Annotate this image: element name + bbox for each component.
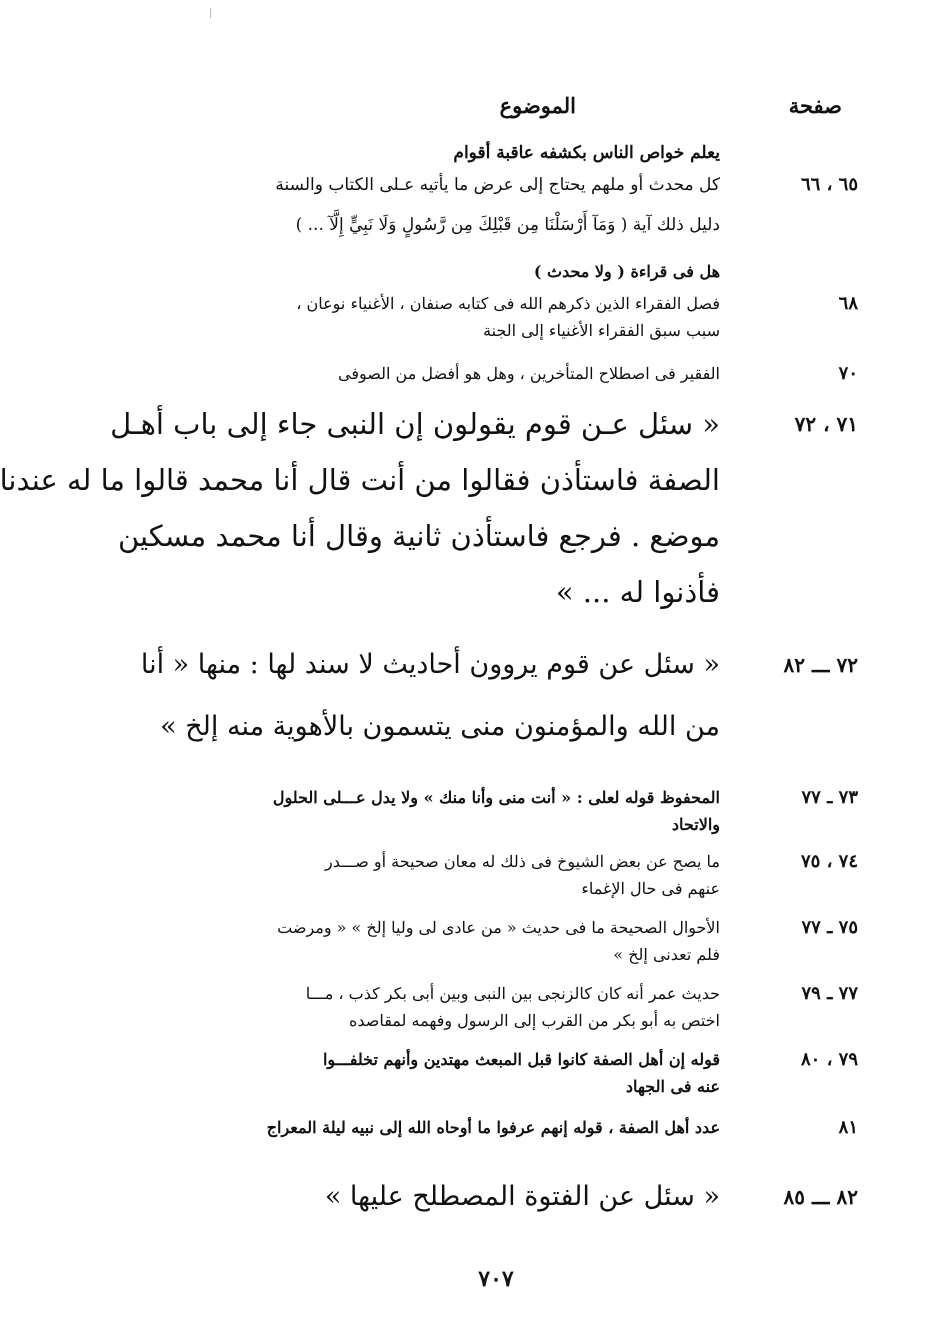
entry-pages: ٨٢ ـــ ٨٥ — [783, 1185, 858, 1209]
toc-entry — [142, 1172, 862, 1222]
toc-entry — [142, 640, 862, 752]
entry-text — [146, 1172, 720, 1222]
toc-entry — [142, 258, 862, 285]
toc-entry — [142, 290, 862, 344]
entry-line: عنه فى الجهاد — [625, 1077, 720, 1096]
entry-line: الصفة فاستأذن فقالوا من أنت قال أنا محمد قالوا ما له عندنا — [0, 463, 720, 497]
column-header-topic: الموضوع — [499, 93, 576, 118]
entry-line: عدد أهل الصفة ، قوله إنهم عرفوا ما أوحاه الله إلى نبيه ليلة المعراج — [266, 1118, 720, 1137]
entry-line: « سئل عـن قوم يقولون إن النبى جاء إلى باب أهـل — [110, 407, 720, 441]
entry-pages: ٧٢ ـــ ٨٢ — [783, 653, 858, 677]
toc-entry — [142, 360, 862, 387]
scan-mark — [210, 8, 211, 18]
entry-line: ما يصح عن بعض الشيوخ فى ذلك له معان صحيحة أو صـــدر — [325, 852, 720, 871]
entry-text — [146, 290, 720, 344]
entry-text — [146, 784, 720, 838]
entry-text — [146, 1114, 720, 1141]
toc-entry — [142, 138, 862, 168]
entry-text — [146, 138, 720, 168]
toc-entry — [142, 1046, 862, 1100]
entry-pages: ٧٥ ـ ٧٧ — [801, 917, 858, 938]
entry-text — [146, 848, 720, 902]
entry-text — [140, 640, 720, 752]
entry-line: المحفوظ قوله لعلى : « أنت منى وأنا منك » ولا يدل عـــلى الحلول — [272, 788, 720, 807]
entry-line: قوله إن أهل الصفة كانوا قبل المبعث مهتدين وأنهم تخلفـــوا — [322, 1050, 720, 1069]
entry-line: الفقير فى اصطلاح المتأخرين ، وهل هو أفضل من الصوفى — [337, 364, 720, 383]
entry-text — [146, 980, 720, 1034]
toc-entry — [0, 396, 862, 620]
entry-line: دليل ذلك آية ( وَمَآ أَرْسَلْنَا مِن قَبْلِكَ مِن رَّسُولٍ وَلَا نَبِيٍّ إِلَّآ ... ) — [295, 215, 720, 235]
entry-line: سبب سبق الفقراء الأغنياء إلى الجنة — [483, 321, 720, 340]
entry-text — [146, 1046, 720, 1100]
toc-entry — [142, 784, 862, 838]
entry-line: يعلم خواص الناس بكشفه عاقبة أقوام — [453, 143, 720, 163]
entry-line: موضع . فرجع فاستأذن ثانية وقال أنا محمد مسكين — [117, 519, 720, 553]
toc-entry — [142, 848, 862, 902]
entry-pages: ٧١ ، ٧٢ — [794, 412, 858, 436]
column-header-page: صفحة — [788, 93, 842, 118]
entry-pages: ٦٨ — [838, 293, 858, 314]
toc-entry — [142, 914, 862, 968]
toc-entry — [142, 980, 862, 1034]
entry-text — [146, 258, 720, 285]
entry-pages: ٧٧ ـ ٧٩ — [801, 983, 858, 1004]
page-number: ٧٠٧ — [478, 1266, 514, 1292]
entry-pages: ٧٤ ، ٧٥ — [800, 851, 858, 872]
entry-line: الأحوال الصحيحة ما فى حديث « من عادى لى وليا إلخ » « ومرضت — [277, 918, 720, 937]
entry-pages: ٧٠ — [838, 363, 858, 384]
entry-pages: ٦٥ ، ٦٦ — [800, 174, 858, 195]
entry-line: والاتحاد — [671, 815, 720, 834]
entry-line: فأذنوا له ... » — [555, 575, 720, 609]
entry-text — [146, 170, 720, 240]
toc-entry — [142, 170, 862, 240]
entry-line: « سئل عن قوم يروون أحاديث لا سند لها : منها « أنا — [140, 649, 720, 680]
entry-pages: ٨١ — [838, 1117, 858, 1138]
entry-text — [146, 914, 720, 968]
toc-entry — [142, 1114, 862, 1141]
entry-line: عنهم فى حال الإغماء — [581, 879, 720, 898]
entry-line: اختص به أبو بكر من القرب إلى الرسول وفهمه لمقاصده — [348, 1011, 720, 1030]
entry-line: فلم تعدنى إلخ » — [613, 945, 720, 964]
entry-text — [146, 360, 720, 387]
entry-line: كل محدث أو ملهم يحتاج إلى عرض ما يأتيه عـلى الكتاب والسنة — [275, 175, 720, 195]
entry-text — [0, 396, 720, 620]
entry-pages: ٧٣ ـ ٧٧ — [801, 787, 858, 808]
entry-line: « سئل عن الفتوة المصطلح عليها » — [324, 1181, 720, 1212]
entry-pages: ٧٩ ، ٨٠ — [800, 1049, 858, 1070]
entry-line: فصل الفقراء الذين ذكرهم الله فى كتابه صنفان ، الأغنياء نوعان ، — [296, 294, 720, 313]
entry-line: هل فى قراءة ( ولا محدث ) — [533, 262, 720, 281]
entry-line: حديث عمر أنه كان كالزنجى بين النبى وبين أبى بكر كذب ، مـــا — [305, 984, 720, 1003]
entry-line: من الله والمؤمنون منى يتسمون بالأهوية منه إلخ » — [160, 711, 720, 742]
